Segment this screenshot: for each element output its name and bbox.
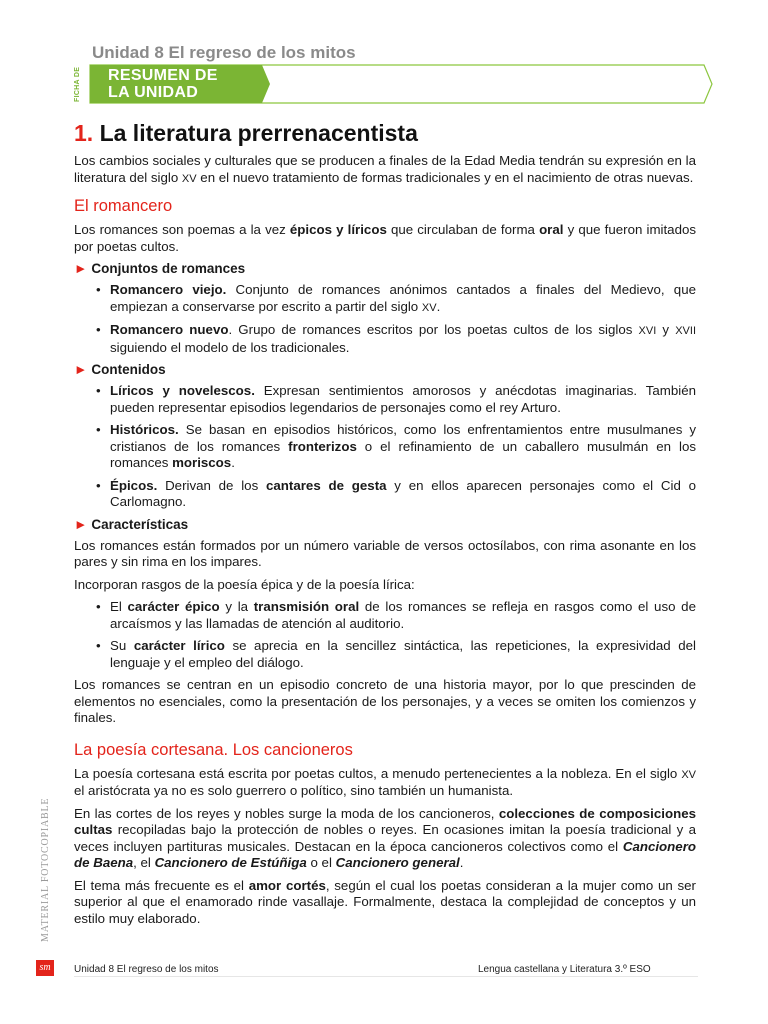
text: y que fueron imitados por poetas cultos.	[74, 222, 697, 254]
century-numeral: XV	[681, 768, 696, 781]
text: se aprecia en la sencillez sintáctica, las repeticiones, la expresividad del lenguaje y el empleo del diálogo.	[110, 638, 696, 670]
contenidos-list	[74, 383, 696, 511]
century-numeral: XVI	[638, 325, 657, 337]
section-intro	[74, 153, 696, 187]
arrow-right-icon: ►	[74, 516, 88, 532]
bold-italic-text: Cancionero de Baena	[74, 838, 696, 870]
cortesana-p1	[74, 766, 696, 800]
list-item	[74, 599, 696, 632]
bold-text: Históricos.	[110, 422, 179, 437]
footer-unit: Unidad 8 El regreso de los mitos	[74, 964, 219, 975]
bold-text: colecciones de composiciones cultas	[74, 805, 696, 837]
subheading-text: Características	[91, 516, 189, 532]
heading-romancero: El romancero	[74, 197, 173, 215]
text: .	[436, 298, 441, 314]
banner-title	[108, 67, 218, 101]
cortesana-p2	[74, 806, 696, 872]
text: .	[459, 855, 464, 870]
banner-side-label: FICHA DE	[74, 66, 81, 102]
banner-title-line2: LA UNIDAD	[108, 84, 199, 101]
text: y la	[219, 599, 254, 614]
bold-text: Épicos.	[110, 477, 158, 493]
bold-text: épicos y líricos	[289, 222, 387, 237]
subheading-text: Contenidos	[91, 362, 166, 377]
text: y	[656, 322, 676, 337]
list-item	[74, 638, 696, 671]
conjuntos-list	[74, 282, 696, 356]
bold-text: oral	[539, 222, 564, 237]
list-item	[74, 422, 696, 472]
text: .	[231, 455, 235, 470]
text: el aristócrata ya no es solo guerrero o político, sino también un humanista.	[74, 783, 514, 798]
text: Derivan de los	[157, 477, 267, 493]
arrow-right-icon: ►	[74, 261, 88, 276]
text: El tema más frecuente es el	[74, 877, 249, 893]
bold-text: cantares de gesta	[266, 477, 387, 493]
list-item	[74, 478, 696, 511]
text: recopiladas bajo la protección de nobles o reyes. En ocasiones imitan la poesía tradicional y a veces incluyen partituras musicales. Destacan en la época cancioneros colectivos como el	[74, 822, 696, 854]
footer-divider	[74, 976, 698, 977]
text: En las cortes de los reyes y nobles surge la moda de los cancioneros,	[74, 805, 499, 821]
section-number: 1.	[74, 120, 94, 146]
text: en el nuevo tratamiento de formas tradicionales y en el nacimiento de otras nuevas.	[196, 169, 694, 185]
caracteristicas-p2: Incorporan rasgos de la poesía épica y de la poesía lírica:	[74, 576, 415, 592]
text: de los romances se refleja en rasgos como el uso de arcaísmos y las llamadas de atención al auditorio.	[110, 599, 696, 631]
list-item	[74, 322, 696, 356]
list-item	[74, 282, 696, 316]
bold-text: transmisión oral	[253, 599, 360, 614]
text: o el refinamiento de un caballero musulmán en los romances	[110, 438, 696, 470]
cortesana-p3	[74, 878, 696, 928]
subheading-contenidos	[74, 362, 696, 377]
banner-title-line1: RESUMEN DE	[108, 67, 218, 84]
text: que circulaban de forma	[386, 222, 540, 237]
bold-italic-text: Cancionero general	[335, 855, 460, 870]
subheading-caracteristicas	[74, 517, 696, 532]
subheading-text: Conjuntos de romances	[91, 261, 246, 276]
bold-text: amor cortés	[248, 877, 326, 893]
list-item	[74, 383, 696, 416]
text: El	[110, 599, 128, 614]
caracteristicas-p1: Los romances están formados por un número variable de versos octosílabos, con rima asonante en los pares y sin rima en los impares.	[74, 537, 696, 569]
bold-text: carácter lírico	[133, 638, 225, 653]
unit-title: Unidad 8 El regreso de los mitos	[92, 43, 356, 62]
caracteristicas-list	[74, 599, 696, 671]
publisher-logo: sm	[36, 960, 54, 976]
century-numeral: XVII	[675, 325, 697, 337]
page-content	[74, 120, 696, 933]
text: Expresan sentimientos amorosos y anécdotas imaginarias. También pueden representar episodios legendarios de personajes como el rey Arturo.	[110, 383, 696, 415]
bold-text: Romancero nuevo	[110, 322, 229, 337]
footer-subject: Lengua castellana y Literatura 3.º ESO	[478, 964, 651, 975]
text: Los cambios sociales y culturales que se producen a finales de la Edad Media tendrán su expresión en la literatura del siglo	[74, 153, 696, 185]
text: . Grupo de romances escritos por los poetas cultos de los siglos	[228, 322, 639, 337]
text: y en ellos aparecen personajes como el Cid o Carlomagno.	[110, 477, 697, 509]
bold-italic-text: Cancionero de Estúñiga	[154, 855, 307, 870]
bold-text: fronterizos	[288, 438, 357, 454]
romancero-intro	[74, 222, 696, 255]
caracteristicas-p3: Los romances se centran en un episodio concreto de una historia mayor, por lo que prescinden de elementos no esenciales, como la presentación de los personajes, y a veces se omiten los comienzos y finales.	[74, 677, 696, 725]
bold-text: carácter épico	[127, 599, 220, 614]
text: siguiendo el modelo de los tradicionales.	[110, 339, 350, 355]
text: Su	[110, 638, 134, 653]
text: Se basan en episodios históricos, como los enfrentamientos entre musulmanes y cristianos de los romances	[110, 422, 696, 454]
section-title-text: La literatura prerrenacentista	[93, 120, 418, 146]
watermark: MATERIAL FOTOCOPIABLE	[40, 797, 51, 942]
bold-text: Líricos y novelescos.	[110, 383, 255, 398]
subheading-conjuntos	[74, 261, 696, 276]
text: Conjunto de romances anónimos cantados a finales del Medievo, que empiezan a conservarse por escrito a partir del siglo	[110, 282, 696, 314]
arrow-right-icon: ►	[74, 362, 88, 377]
section-title	[74, 120, 696, 147]
text: La poesía cortesana está escrita por poetas cultos, a menudo pertenecientes a la nobleza. En el siglo	[74, 765, 682, 781]
text: , según el cual los poetas consideran a la mujer como un ser superior al que el enamorado rinde vasallaje. Formalmente, destaca la complejidad de conceptos y un estilo muy elaborado.	[74, 877, 696, 926]
bold-text: moriscos	[172, 455, 232, 470]
century-numeral: XV	[181, 172, 197, 185]
text: Los romances son poemas a la vez	[74, 222, 290, 237]
text: , el	[133, 855, 155, 870]
heading-cortesana: La poesía cortesana. Los cancioneros	[74, 740, 353, 759]
bold-text: Romancero viejo.	[110, 282, 227, 297]
century-numeral: XV	[421, 301, 437, 314]
text: o el	[306, 855, 336, 870]
book-icon	[276, 77, 294, 89]
